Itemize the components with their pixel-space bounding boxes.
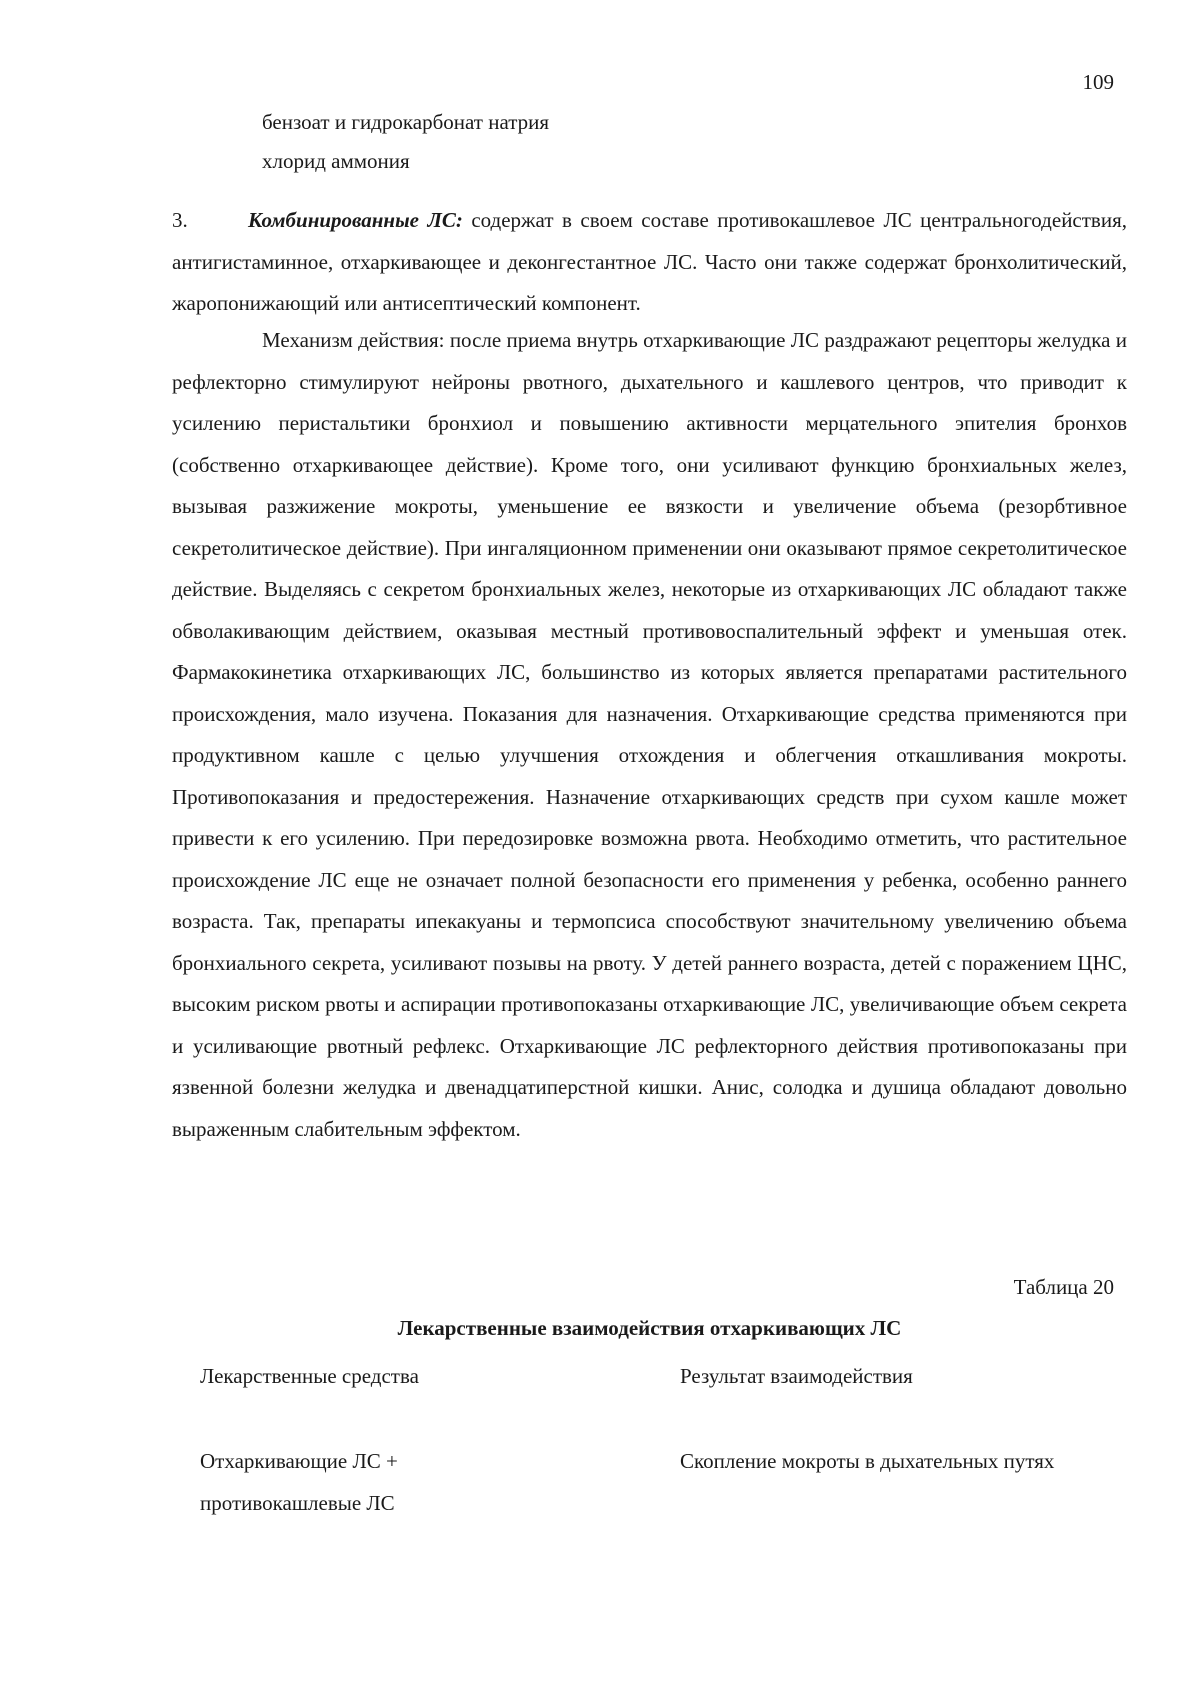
- header-drugs: Лекарственные средства: [200, 1364, 419, 1388]
- list-item-benzoate: бензоат и гидрокарбонат натрия: [262, 110, 550, 134]
- row-drugs-line1: Отхаркивающие ЛС +: [200, 1449, 398, 1473]
- row-drugs-line2: противокашлевые ЛС: [200, 1490, 395, 1515]
- list-item-ammonium-chloride: хлорид аммония: [262, 149, 410, 173]
- item-term: Комбинированные ЛС:: [248, 208, 463, 232]
- item-text: содержат в своем составе противокашлевое ЛС центральногодействия, антигистаминное, отхаркивающее и деконгестантное ЛС. Часто они также содержат бронхолитический, жаропонижающий или антисептический компонент.: [172, 208, 1127, 315]
- table-label: Таблица 20: [1013, 1275, 1114, 1299]
- interaction-table: [200, 1356, 1105, 1524]
- table-row: [200, 1441, 1105, 1524]
- item-number: 3.: [172, 208, 188, 232]
- header-result: Результат взаимодействия: [680, 1364, 913, 1388]
- row-result-cell: Скопление мокроты в дыхательных путях: [680, 1449, 1055, 1473]
- numbered-item-combined: [172, 200, 1127, 325]
- table-header-row: [200, 1356, 1105, 1441]
- table-title: Лекарственные взаимодействия отхаркивающих ЛС: [397, 1316, 902, 1340]
- row-drugs-cell: [200, 1441, 680, 1524]
- mechanism-paragraph: Механизм действия: после приема внутрь отхаркивающие ЛС раздражают рецепторы желудка и рефлекторно стимулируют нейроны рвотного, дыхательного и кашлевого центров, что приводит к усилению перистальтики бронхиол и повышению активности мерцательного эпителия бронхов (собственно отхаркивающее действие). Кроме того, они усиливают функцию бронхиальных желез, вызывая разжижение мокроты, уменьшение ее вязкости и увеличение объема (резорбтивное секретолитическое действие). При ингаляционном применении они оказывают прямое секретолитическое действие. Выделяясь с секретом бронхиальных желез, некоторые из отхаркивающих ЛС обладают также обволакивающим действием, оказывая местный противовоспалительный эффект и уменьшая отек. Фармакокинетика отхаркивающих ЛС, большинство из которых является препаратами растительного происхождения, мало изучена. Показания для назначения. Отхаркивающие средства применяются при продуктивном кашле с целью улучшения отхождения и облегчения откашливания мокроты. Противопоказания и предостережения. Назначение отхаркивающих средств при сухом кашле может привести к его усилению. При передозировке возможна рвота. Необходимо отметить, что растительное происхождение ЛС еще не означает полной безопасности его применения у ребенка, особенно раннего возраста. Так, препараты ипекакуаны и термопсиса способствуют значительному увеличению объема бронхиального секрета, усиливают позывы на рвоту. У детей раннего возраста, детей с поражением ЦНС, высоким риском рвоты и аспирации противопоказаны отхаркивающие ЛС, увеличивающие объем секрета и усиливающие рвотный рефлекс. Отхаркивающие ЛС рефлекторного действия противопоказаны при язвенной болезни желудка и двенадцатиперстной кишки. Анис, солодка и душица обладают довольно выраженным слабительным эффектом.: [172, 328, 1127, 1141]
- page-number: 109: [1082, 70, 1114, 94]
